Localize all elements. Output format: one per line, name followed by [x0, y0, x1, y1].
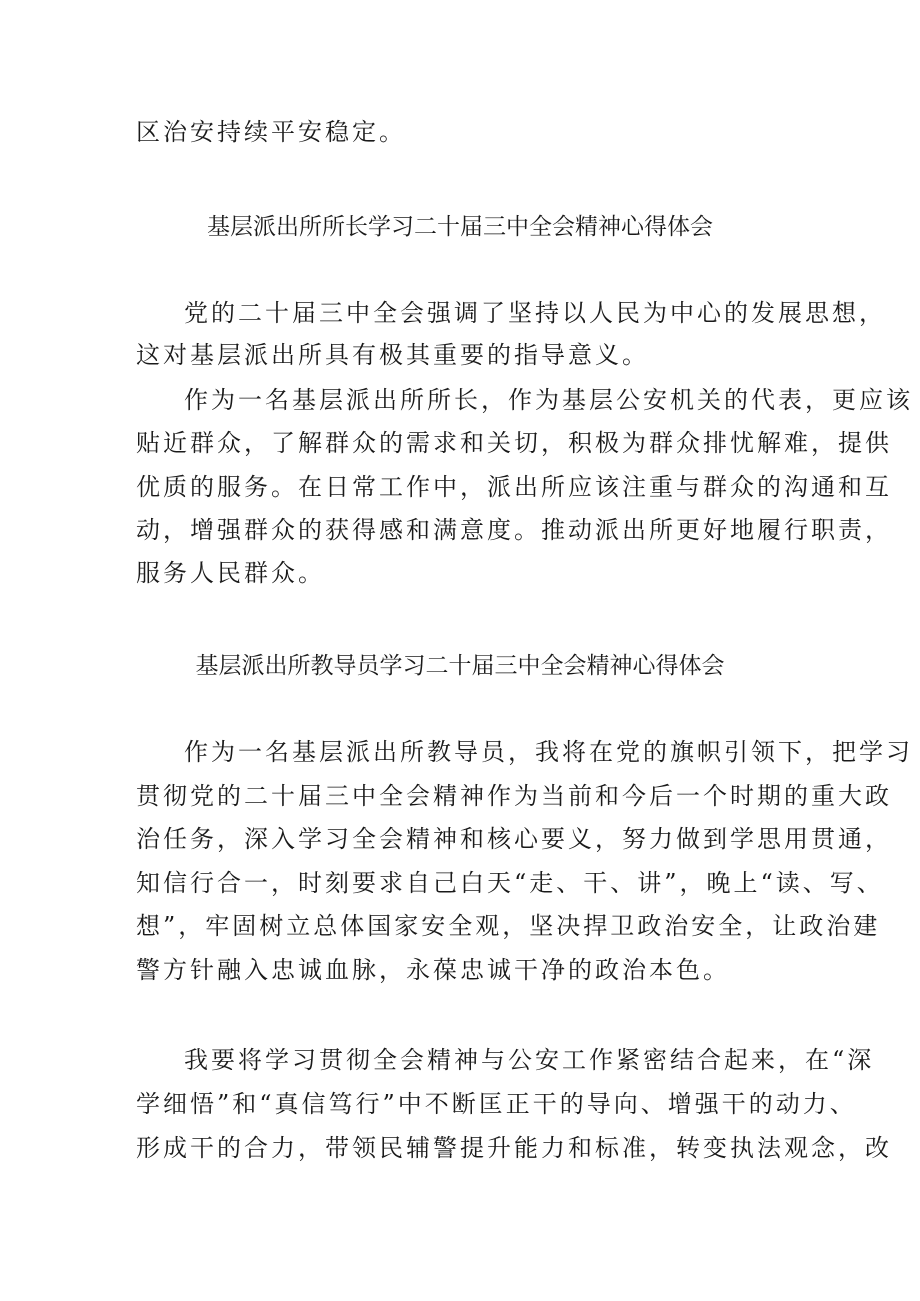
paragraph-line: 学细悟”和“真信笃行”中不断匡正干的导向、增强干的动力、: [136, 1090, 857, 1118]
section-title-director: 基层派出所所长学习二十届三中全会精神心得体会: [207, 214, 713, 240]
paragraph-line: 贯彻党的二十届三中全会精神作为当前和今后一个时期的重大政: [136, 782, 892, 810]
paragraph-line: 作为一名基层派出所所长，作为基层公安机关的代表，更应该: [184, 386, 913, 414]
paragraph-line: 警方针融入忠诚血脉，永葆忠诚干净的政治本色。: [136, 956, 730, 984]
paragraph-line: 贴近群众，了解群众的需求和关切，积极为群众排忧解难，提供: [136, 429, 892, 457]
section-title-instructor: 基层派出所教导员学习二十届三中全会精神心得体会: [195, 653, 725, 679]
paragraph-line: 这对基层派出所具有极其重要的指导意义。: [136, 341, 649, 369]
paragraph-line: 作为一名基层派出所教导员，我将在党的旗帜引领下，把学习: [184, 738, 913, 766]
paragraph-line: 我要将学习贯彻全会精神与公安工作紧密结合起来，在“深: [184, 1046, 875, 1074]
paragraph-line: 想”，牢固树立总体国家安全观，坚决捍卫政治安全，让政治建: [136, 912, 881, 940]
paragraph-line: 动，增强群众的获得感和满意度。推动派出所更好地履行职责，: [136, 516, 892, 544]
paragraph-line: 党的二十届三中全会强调了坚持以人民为中心的发展思想，: [184, 299, 886, 327]
paragraph-line: 优质的服务。在日常工作中，派出所应该注重与群众的沟通和互: [136, 473, 892, 501]
paragraph-line: 形成干的合力，带领民辅警提升能力和标准，转变执法观念，改: [136, 1134, 892, 1162]
paragraph-line: 知信行合一，时刻要求自己白天“走、干、讲”，晚上“读、写、: [136, 869, 884, 897]
paragraph-line: 服务人民群众。: [136, 559, 325, 587]
paragraph-line: 治任务，深入学习全会精神和核心要义，努力做到学思用贯通，: [136, 825, 892, 853]
paragraph-line: 区治安持续平安稳定。: [136, 118, 406, 146]
